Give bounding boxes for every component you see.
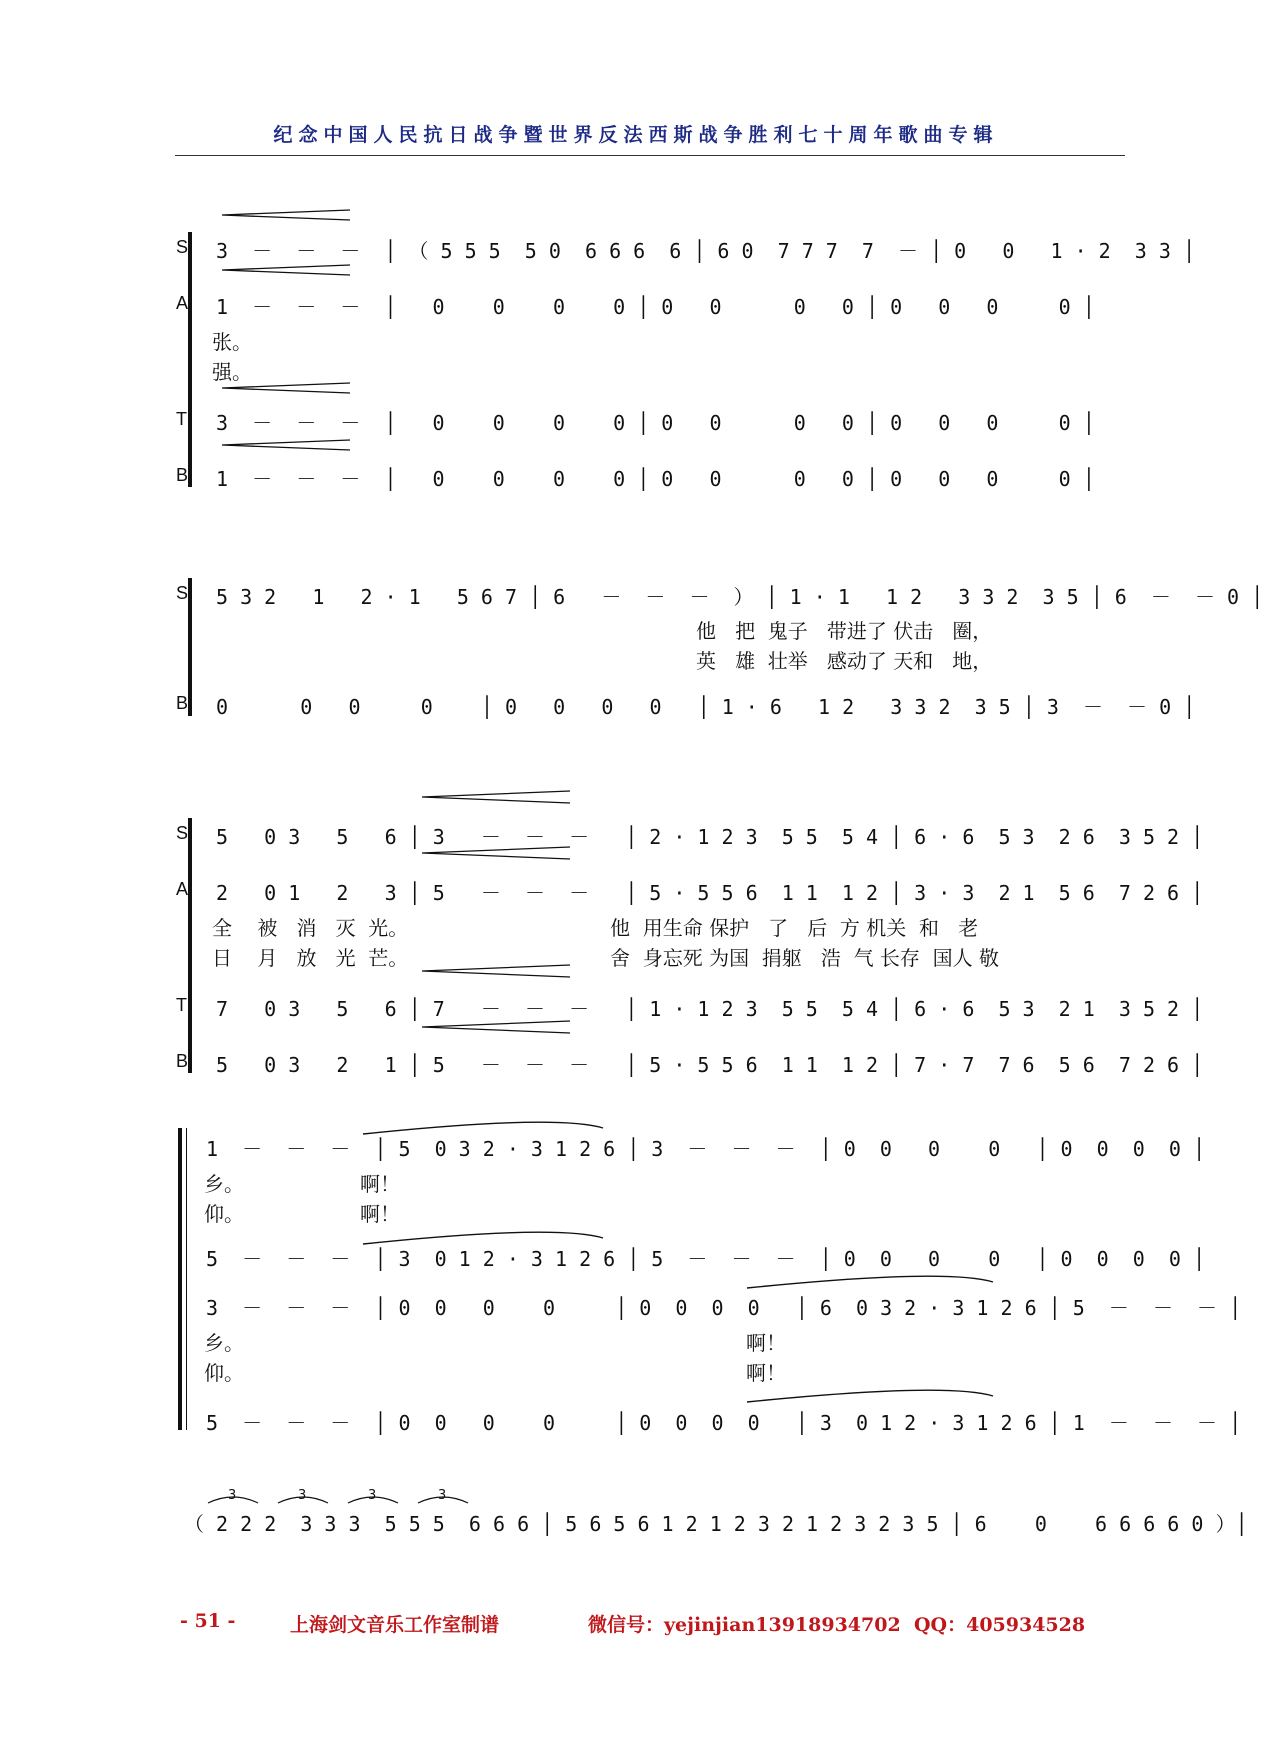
- header-divider: [175, 155, 1125, 156]
- lyric-ah-2: 啊！: [360, 1202, 400, 1226]
- bass-line: 1 － － － │ 0 0 0 0 │ 0 0 0 0 │ 0 0 0 0 │: [216, 467, 1095, 491]
- soprano-line: 3 － － － │ （ 5 5 5 5 0 6 6 6 6 │ 6 0 7 7 7 7 － │ 0 0 1 · 2 3 3 │: [216, 239, 1195, 263]
- system-brace-inner: [186, 1128, 187, 1430]
- part-label-bass: B: [176, 465, 189, 485]
- part-label-bass: B: [176, 1051, 189, 1071]
- tenor-line: 3 － － － │ 0 0 0 0 │ 0 0 0 0 │ 6 0 3 2 · 3 1 2 6 │ 5 － － － │: [206, 1296, 1242, 1320]
- phrase-slurs: [355, 1116, 1272, 1436]
- system-brace: [178, 1128, 182, 1430]
- wechat-id: 微信号：yejinjian13918934702: [588, 1614, 901, 1636]
- lyric-verse-1b: 乡。: [204, 1331, 244, 1355]
- lyric-verse-1: 张。: [212, 330, 252, 354]
- part-label-bass: B: [176, 693, 189, 713]
- lyric-verse-1: 全 被 消 灭 光。: [212, 916, 409, 940]
- lyric-ah-2b: 啊！: [746, 1361, 786, 1385]
- svg-text:3: 3: [368, 1488, 377, 1503]
- part-label-soprano: S: [176, 237, 189, 257]
- qq-number: QQ：405934528: [914, 1614, 1086, 1636]
- soprano-line: 1 － － － │ 5 0 3 2 · 3 1 2 6 │ 3 － － － │ 0 0 0 0 │ 0 0 0 0 │: [206, 1137, 1205, 1161]
- part-label-soprano: S: [176, 823, 189, 843]
- svg-text:3: 3: [228, 1488, 237, 1503]
- svg-text:3: 3: [438, 1488, 447, 1503]
- lyric-verse-1: 他 把 鬼子 带进了 伏击 圈，: [696, 619, 993, 643]
- lyric-verse-1b: 他 用生命 保护 了 后 方 机关 和 老: [610, 916, 979, 940]
- bass-line: 5 0 3 2 1 │ 5 － － － │ 5 · 5 5 6 1 1 1 2 │ 7 · 7 7 6 5 6 7 2 6 │: [216, 1053, 1204, 1077]
- part-label-soprano: S: [176, 583, 189, 603]
- system-brace: [188, 578, 192, 716]
- alto-line: 1 － － － │ 0 0 0 0 │ 0 0 0 0 │ 0 0 0 0 │: [216, 295, 1095, 319]
- interlude-line: （ 2 2 2 3 3 3 5 5 5 6 6 6 │ 5 6 5 6 1 2 1 2 3 2 1 2 3 2 3 5 │ 6 0 6 6 6 6 0 ）│: [184, 1512, 1248, 1536]
- album-header: 纪念中国人民抗日战争暨世界反法西斯战争胜利七十周年歌曲专辑: [273, 124, 999, 146]
- bass-line: 5 － － － │ 0 0 0 0 │ 0 0 0 0 │ 3 0 1 2 · 3 1 2 6 │ 1 － － － │: [206, 1411, 1242, 1435]
- part-label-tenor: T: [176, 409, 187, 429]
- soprano-line: 5 0 3 5 6 │ 3 － － － │ 2 · 1 2 3 5 5 5 4 │ 6 · 6 5 3 2 6 3 5 2 │: [216, 825, 1204, 849]
- alto-line: 5 － － － │ 3 0 1 2 · 3 1 2 6 │ 5 － － － │ 0 0 0 0 │ 0 0 0 0 │: [206, 1247, 1205, 1271]
- lyric-verse-2b: 仰。: [204, 1361, 244, 1385]
- page-number: - 51 -: [180, 1610, 236, 1632]
- lyric-verse-2: 仰。: [204, 1202, 244, 1226]
- part-label-tenor: T: [176, 995, 187, 1015]
- bass-line: 0 0 0 0 │ 0 0 0 0 │ 1 · 6 1 2 3 3 2 3 5 │ 3 － － 0 │: [216, 695, 1196, 719]
- lyric-verse-2: 英 雄 壮举 感动了 天和 地，: [696, 649, 993, 673]
- soprano-line: 5 3 2 1 2 · 1 5 6 7 │ 6 － － － ） │ 1 · 1 1 2 3 3 2 3 5 │ 6 － － 0 │: [216, 585, 1264, 609]
- part-label-alto: A: [176, 879, 189, 899]
- lyric-verse-2: 日 月 放 光 芒。: [212, 946, 409, 970]
- system-brace: [188, 232, 192, 487]
- lyric-ah-1: 啊！: [360, 1172, 400, 1196]
- studio-credit: 上海剑文音乐工作室制谱: [290, 1614, 500, 1636]
- lyric-verse-1: 乡。: [204, 1172, 244, 1196]
- part-label-alto: A: [176, 293, 189, 313]
- lyric-verse-2b: 舍 身忘死 为国 捐躯 浩 气 长存 国人 敬: [610, 946, 1000, 970]
- svg-text:3: 3: [298, 1488, 307, 1503]
- lyric-ah-1b: 啊！: [746, 1331, 786, 1355]
- alto-line: 2 0 1 2 3 │ 5 － － － │ 5 · 5 5 6 1 1 1 2 │ 3 · 3 2 1 5 6 7 2 6 │: [216, 881, 1204, 905]
- lyric-verse-2: 强。: [212, 360, 252, 384]
- tenor-line: 7 0 3 5 6 │ 7 － － － │ 1 · 1 2 3 5 5 5 4 │ 6 · 6 5 3 2 1 3 5 2 │: [216, 997, 1204, 1021]
- tenor-line: 3 － － － │ 0 0 0 0 │ 0 0 0 0 │ 0 0 0 0 │: [216, 411, 1095, 435]
- system-brace: [188, 818, 192, 1073]
